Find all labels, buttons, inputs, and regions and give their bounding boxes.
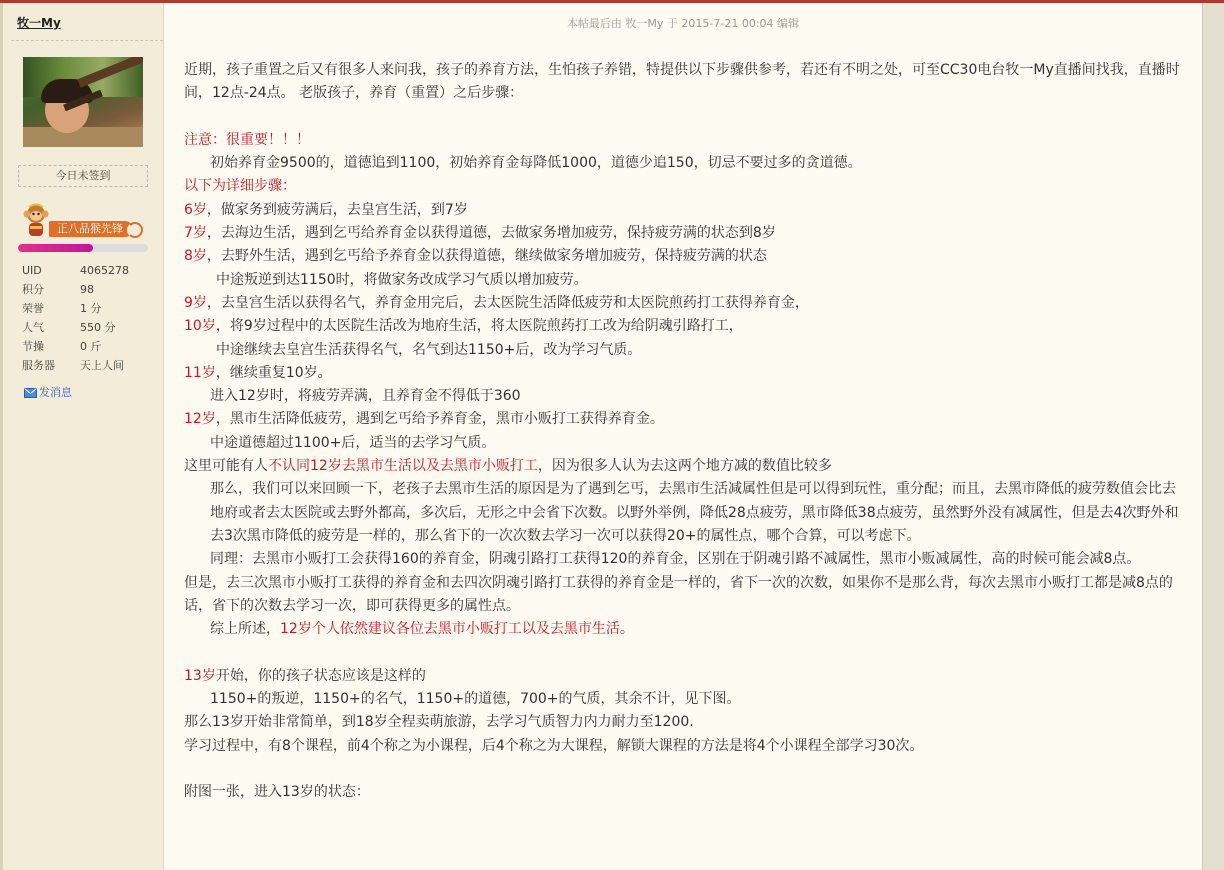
avatar[interactable] xyxy=(23,57,143,147)
step-text: ，将9岁过程中的太医院生活改为地府生活，将太医院煎药打工改为给阴魂引路打工， xyxy=(215,318,743,335)
monkey-rank-icon xyxy=(21,202,51,240)
user-stats xyxy=(22,261,162,375)
last-edited-note: 本帖最后由 牧一My 于 2015-7-21 00:04 编辑 xyxy=(566,17,800,30)
intro-text: 近期，孩子重置之后又有很多人来问我，孩子的养育方法，生怕孩子养错，特提供以下步骤供参考，若还有不明之处，可至CC30电台牧一My直播间找我，直播时间，12点-24点。 老版孩子，养育（重置）之后步骤： xyxy=(184,62,1180,102)
experience-bar-fill xyxy=(18,244,93,252)
post-body xyxy=(184,59,1184,805)
step-age-7 xyxy=(184,222,1184,245)
step-age-6 xyxy=(184,199,1184,222)
step-text: ，去野外生活，遇到乞丐给予养育金以获得道德，继续做家务增加疲劳，保持疲劳满的状态 xyxy=(206,248,767,265)
stat-row xyxy=(22,261,162,280)
notice-heading: 注意：很重要！！！ xyxy=(184,131,310,148)
send-message-link[interactable] xyxy=(24,384,72,400)
stat-label: UID xyxy=(22,264,42,277)
age-label: 7岁 xyxy=(184,225,207,242)
checkin-button[interactable]: 今日未签到 xyxy=(18,165,148,187)
text: 这里可能有人 xyxy=(184,458,268,475)
stat-value: 天上人间 xyxy=(80,359,124,372)
stat-row xyxy=(22,318,162,337)
blank-line xyxy=(184,758,1184,781)
summary-paragraph xyxy=(184,618,1184,641)
stat-row xyxy=(22,299,162,318)
text: 。 xyxy=(619,621,634,638)
step-text: ，继续重复10岁。 xyxy=(215,364,332,381)
stat-row xyxy=(22,280,162,299)
blank-line xyxy=(184,106,1184,129)
age-label: 6岁 xyxy=(184,201,207,218)
stat-label: 积分 xyxy=(22,283,44,296)
explain-paragraph-1: 那么，我们可以来回顾一下，老孩子去黑市生活的原因是为了遇到乞丐，去黑市生活减属性但是可以得到玩性，重分配；而且，去黑市降低的疲劳数值会比去地府或者去太医院或去野外都高，多次后，无形之中会省下次数。以野外举例，降低28点疲劳，黑市降低38点疲劳，虽然野外没有减属性，但是去4次野外和去3次黑市降低的疲劳是一样的，那么省下的一次次数去学习一次可以获得20+的属性点，哪个合算，可以考虑下。 xyxy=(210,481,1179,544)
step-text: ，做家务到疲劳满后，去皇宫生活，到7岁 xyxy=(206,201,468,218)
send-message-label: 发消息 xyxy=(39,386,72,399)
stat-label: 服务器 xyxy=(22,359,55,372)
age-label: 9岁 xyxy=(184,294,207,311)
highlight-text: 不认同12岁去黑市生活以及去黑市小贩打工 xyxy=(268,458,538,475)
attachment-caption: 附图一张，进入13岁的状态： xyxy=(184,784,370,801)
stat-row xyxy=(22,356,162,375)
right-margin xyxy=(1202,3,1224,870)
stat-value: 550 分 xyxy=(80,321,116,334)
line-13a: 那么13岁开始非常简单，到18岁全程卖萌旅游，去学习气质智力内力耐力至1200. xyxy=(184,714,694,731)
stat-label: 荣誉 xyxy=(22,302,44,315)
age-label: 13岁 xyxy=(184,667,216,684)
stat-label: 人气 xyxy=(22,321,44,334)
highlight-text: 12岁个人依然建议各位去黑市小贩打工以及去黑市生活 xyxy=(280,621,620,638)
stat-value: 98 xyxy=(80,283,94,296)
stat-value: 4065278 xyxy=(80,264,129,277)
stat-row xyxy=(22,337,162,356)
stat-value: 0 斤 xyxy=(80,340,102,353)
age-label: 11岁 xyxy=(184,364,216,381)
step-text: ，黑市生活降低疲劳，遇到乞丐给予养育金，黑市小贩打工获得养育金。 xyxy=(215,411,664,428)
step-age-8 xyxy=(184,245,1184,268)
age-label: 10岁 xyxy=(184,318,216,335)
user-sidebar xyxy=(3,3,164,870)
step-age-11-sub: 进入12岁时，将疲劳弄满，且养育金不得低于360 xyxy=(210,388,521,405)
text: 综上所述， xyxy=(210,621,280,638)
avatar-shirt xyxy=(23,127,143,147)
age-label: 12岁 xyxy=(184,411,216,428)
sidebar-divider xyxy=(11,40,163,41)
age-label: 8岁 xyxy=(184,248,207,265)
step-age-10 xyxy=(184,315,1184,338)
username-link[interactable]: 牧一My xyxy=(17,16,61,30)
text: ，因为很多人认为去这两个地方减的数值比较多 xyxy=(537,458,832,475)
stat-value: 1 分 xyxy=(80,302,102,315)
disagree-paragraph xyxy=(184,455,1184,478)
explain-paragraph-3: 但是，去三次黑市小贩打工获得的养育金和去四次阴魂引路打工获得的养育金是一样的，省下一次的次数，如果你不是那么背，每次去黑市小贩打工都是减8点的话，省下的次数去学习一次，即可获得更多的属性点。 xyxy=(184,574,1173,614)
step-age-13-sub: 1150+的叛逆，1150+的名气，1150+的道德，700+的气质，其余不计，见下图。 xyxy=(210,691,741,708)
step-age-12 xyxy=(184,408,1184,431)
detail-heading: 以下为详细步骤： xyxy=(184,178,296,195)
step-text: 开始，你的孩子状态应该是这样的 xyxy=(215,667,426,684)
stat-label: 节操 xyxy=(22,340,44,353)
explain-paragraph-2: 同理：去黑市小贩打工会获得160的养育金，阴魂引路打工获得120的养育金，区别在于阴魂引路不减属性，黑市小贩减属性，高的时候可能会减8点。 xyxy=(210,551,1141,568)
notice-text: 初始养育金9500的，道德追到1100，初始养育金每降低1000，道德少追150，切忌不要过多的贪道德。 xyxy=(210,155,862,172)
step-age-12-sub: 中途道德超过1100+后，适当的去学习气质。 xyxy=(210,434,496,451)
step-age-10-sub: 中途继续去皇宫生活获得名气，名气到达1150+后，改为学习气质。 xyxy=(216,341,642,358)
blank-line xyxy=(184,641,1184,664)
step-age-9 xyxy=(184,292,1184,315)
post-content-area xyxy=(164,3,1202,870)
rank-badge: 正八品猴先锋 xyxy=(49,221,133,237)
step-text: ，去海边生活，遇到乞丐给养育金以获得道德，去做家务增加疲劳，保持疲劳满的状态到8岁 xyxy=(206,225,776,242)
step-age-8-sub: 中途叛逆到达1150时，将做家务改成学习气质以增加疲劳。 xyxy=(216,271,588,288)
experience-bar xyxy=(18,244,148,252)
step-age-11 xyxy=(184,362,1184,385)
step-age-13 xyxy=(184,665,1184,688)
step-text: ，去皇宫生活以获得名气，养育金用完后，去太医院生活降低疲劳和太医院煎药打工获得养育金， xyxy=(206,294,809,311)
line-13b: 学习过程中，有8个课程，前4个称之为小课程，后4个称之为大课程，解锁大课程的方法是将4个小课程全部学习30次。 xyxy=(184,737,924,754)
envelope-icon xyxy=(24,388,37,398)
